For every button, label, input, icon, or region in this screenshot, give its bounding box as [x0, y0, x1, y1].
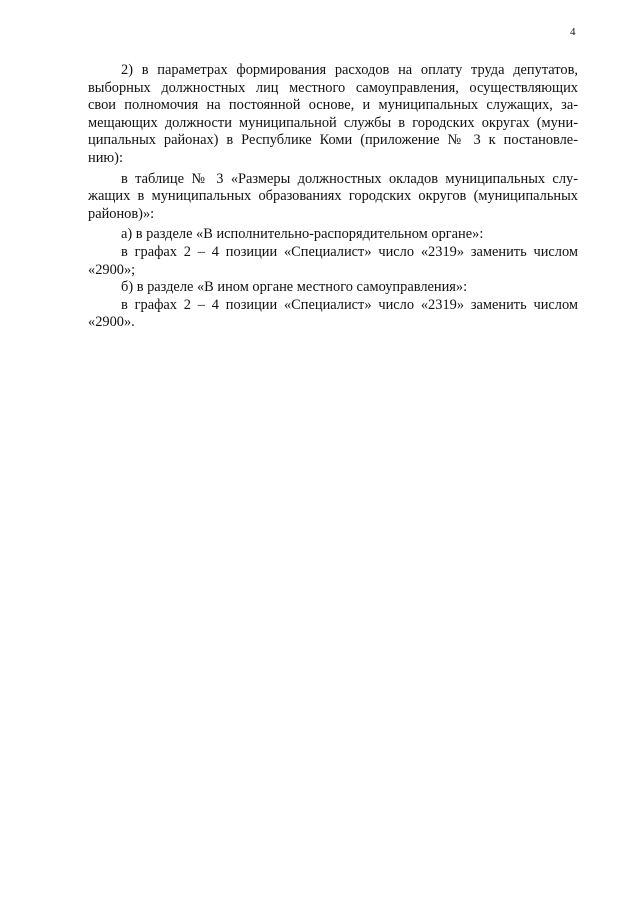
text-line: ципальных районах) в Республике Коми (приложение № 3 к постановле- — [88, 132, 578, 149]
text-line: нию): — [88, 149, 123, 166]
paragraph — [88, 62, 578, 168]
text-line: в таблице № 3 «Размеры должностных окладов муниципальных слу- — [121, 170, 578, 187]
page-number: 4 — [570, 26, 576, 38]
paragraph — [88, 226, 578, 244]
text-line: выборных должностных лиц местного самоуправления, осуществляющих — [88, 79, 578, 96]
text-line: б) в разделе «В ином органе местного самоуправления»: — [121, 279, 468, 296]
paragraph — [88, 279, 578, 297]
text-line: «2900». — [88, 314, 135, 331]
text-line: в графах 2 – 4 позиции «Специалист» число «2319» заменить числом — [121, 243, 578, 260]
paragraph — [88, 171, 578, 224]
text-line: в графах 2 – 4 позиции «Специалист» число «2319» заменить числом — [121, 296, 578, 313]
paragraph — [88, 244, 578, 279]
text-line: жащих в муниципальных образованиях городских округов (муниципальных — [88, 188, 578, 205]
paragraph — [88, 297, 578, 332]
text-line: районов)»: — [88, 205, 155, 222]
text-line: мещающих должности муниципальной службы в городских округах (муни- — [88, 114, 578, 131]
text-line: свои полномочия на постоянной основе, и муниципальных служащих, за- — [88, 97, 578, 114]
document-body — [88, 62, 578, 332]
text-line: а) в разделе «В исполнительно-распорядительном органе»: — [121, 226, 484, 243]
text-line: «2900»; — [88, 261, 136, 278]
text-line: 2) в параметрах формирования расходов на оплату труда депутатов, — [121, 62, 578, 78]
